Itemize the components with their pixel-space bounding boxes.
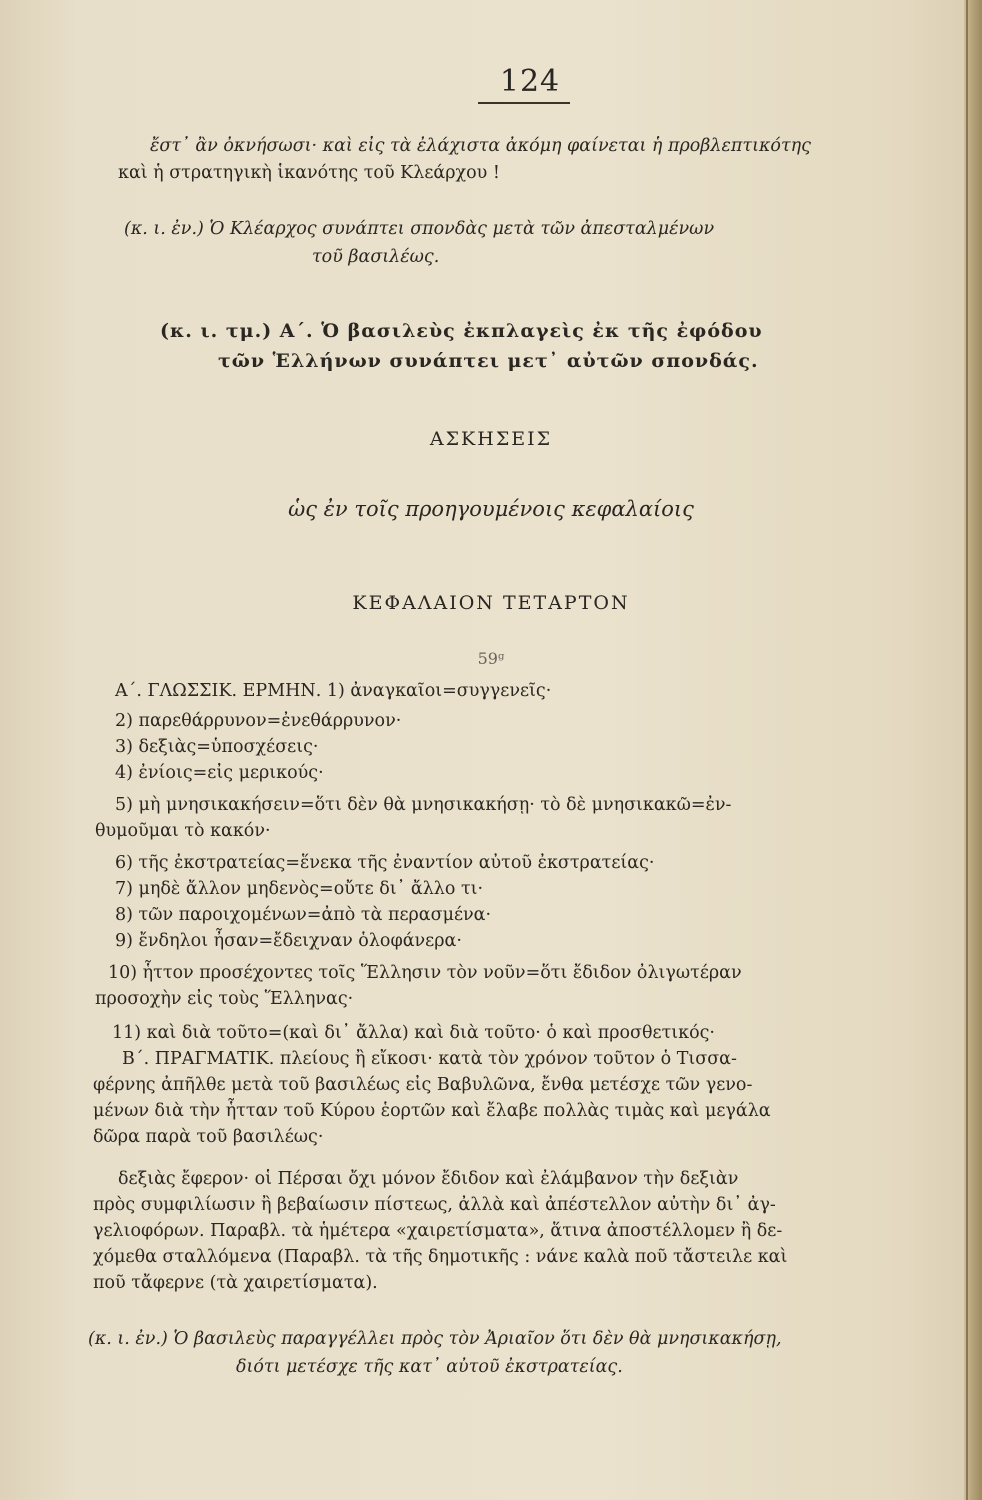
body-line-9: 8) τῶν παροιχομένων=ἀπὸ τὰ περασμένα· [115,905,492,925]
page-edge-line [966,0,968,1500]
body-line-13: 11) καὶ διὰ τοῦτο=(καὶ δι᾽ ἄλλα) καὶ διὰ τοῦτο· ὁ καὶ προσθετικός· [112,1023,715,1043]
section-heading: ΑΣΚΗΣΕΙΣ [429,428,553,450]
section-subtitle: ὡς ἐν τοῖς προηγουμένοις κεφαλαίοις [288,497,694,521]
body-line-20: γελιοφόρων. Παραβλ. τὰ ἡμέτερα «χαιρετίσματα», ἅτινα ἀποστέλλομεν ἢ δε- [93,1221,783,1241]
body-line-10: 9) ἔνδηλοι ἦσαν=ἔδειχναν ὁλοφάνερα· [115,931,462,951]
top-line-2: καὶ ἡ στρατηγικὴ ἱκανότης τοῦ Κλεάρχου ! [118,163,500,183]
body-line-6: θυμοῦμαι τὸ κακόν· [95,821,271,841]
body-line-15: φέρνης ἀπῆλθε μετὰ τοῦ βασιλέως εἰς Βαβυλῶνα, ἔνθα μετέσχε τῶν γενο- [93,1075,753,1095]
reference-1a: (κ. ι. ἐν.) Ὁ Κλέαρχος συνάπτει σπονδὰς μετὰ τῶν ἀπεσταλμένων [124,219,715,239]
reference-2a: (κ. ι. τμ.) Α΄. Ὁ βασιλεὺς ἐκπλαγεὶς ἐκ τῆς ἐφόδου [160,320,763,342]
footer-reference-2: διότι μετέσχε τῆς κατ᾽ αὐτοῦ ἐκστρατείας. [236,1357,623,1377]
folio-mark: 59ᵍ [477,649,505,668]
body-line-8: 7) μηδὲ ἄλλον μηδενὸς=οὔτε δι᾽ ἄλλο τι· [115,879,484,899]
body-line-12: προσοχὴν εἰς τοὺς Ἕλληνας· [95,989,354,1009]
body-line-4: 4) ἐνίοις=εἰς μερικούς· [115,763,324,783]
page-number: 124 [499,64,561,99]
body-line-14: Β΄. ΠΡΑΓΜΑΤΙΚ. πλείους ἢ εἴκοσι· κατὰ τὸν χρόνον τοῦτον ὁ Τισσα- [122,1049,737,1069]
footer-reference-1: (κ. ι. ἐν.) Ὁ βασιλεὺς παραγγέλλει πρὸς τὸν Ἀριαῖον ὅτι δὲν θὰ μνησικακήσῃ, [88,1329,782,1349]
reference-1b: τοῦ βασιλέως. [312,247,440,267]
body-line-7: 6) τῆς ἐκστρατείας=ἕνεκα τῆς ἐναντίον αὐτοῦ ἐκστρατείας· [115,853,655,873]
body-line-18: δεξιὰς ἔφερον· οἱ Πέρσαι ὄχι μόνον ἔδιδον καὶ ἐλάμβανον τὴν δεξιὰν [118,1169,739,1189]
body-line-19: πρὸς συμφιλίωσιν ἢ βεβαίωσιν πίστεως, ἀλλὰ καὶ ἀπέστελλον αὐτὴν δι᾽ ἀγ- [93,1195,776,1215]
reference-2b: τῶν Ἑλλήνων συνάπτει μετ᾽ αὐτῶν σπονδάς. [218,350,759,372]
page-number-rule [478,102,570,104]
top-line-1: ἔστ᾽ ἂν ὀκνήσωσι· καὶ εἰς τὰ ἐλάχιστα ἀκόμη φαίνεται ἡ προβλεπτικότης [150,136,811,156]
body-line-3: 3) δεξιὰς=ὑποσχέσεις· [115,737,319,757]
body-line-16: μένων διὰ τὴν ἧτταν τοῦ Κύρου ἑορτῶν καὶ ἔλαβε πολλὰς τιμὰς καὶ μεγάλα [93,1101,771,1121]
body-line-11: 10) ἧττον προσέχοντες τοῖς Ἕλλησιν τὸν νοῦν=ὅτι ἔδιδον ὀλιγωτέραν [108,963,742,983]
body-line-21: χόμεθα σταλλόμενα (Παραβλ. τὰ τῆς δημοτικῆς : νάνε καλὰ ποῦ τἄστειλε καὶ [93,1247,788,1267]
chapter-heading: ΚΕΦΑΛΑΙΟΝ ΤΕΤΑΡΤΟΝ [352,592,630,614]
body-line-1: Α΄. ΓΛΩΣΣΙΚ. ΕΡΜΗΝ. 1) ἀναγκαῖοι=συγγενεῖς· [115,681,552,701]
body-line-5: 5) μὴ μνησικακήσειν=ὅτι δὲν θὰ μνησικακήσῃ· τὸ δὲ μνησικακῶ=ἐν- [115,795,732,815]
body-line-2: 2) παρεθάρρυνον=ἐνεθάρρυνον· [115,711,402,731]
body-line-22: ποῦ τἄφερνε (τὰ χαιρετίσματα). [93,1273,378,1293]
body-line-17: δῶρα παρὰ τοῦ βασιλέως· [93,1127,324,1147]
